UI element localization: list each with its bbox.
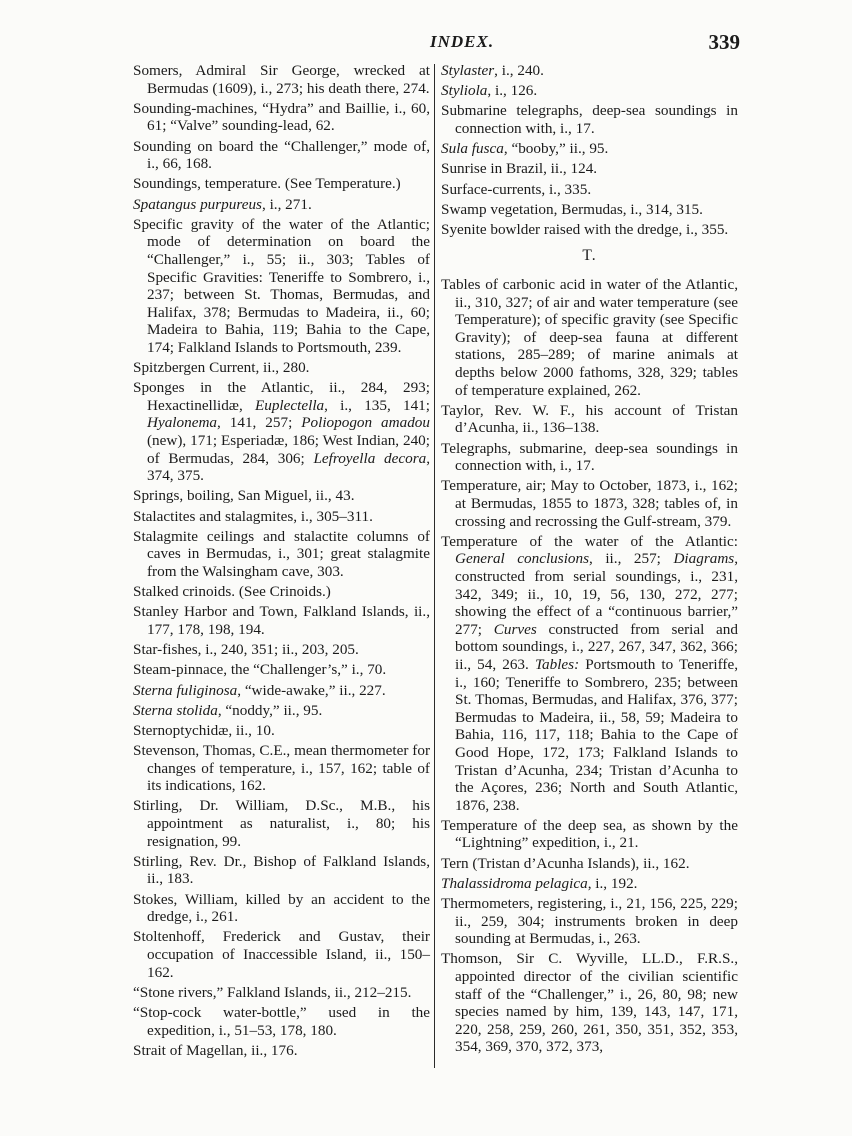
entry-text: Soundings, temperature. (See Temperature.): [133, 175, 401, 193]
running-title: INDEX.: [430, 32, 495, 51]
entry-text: Telegraphs, submarine, deep-sea soundings in connection with, i., 17.: [441, 439, 738, 475]
index-entry: [133, 487, 430, 505]
entry-text: Portsmouth to Teneriffe, i., 160; Teneriffe to Sombrero, 235; between St. Thomas, Bermudas, and Halifax, 376, 377; Bermudas to Madeira, ii., 58, 59; Madeira to Bahia, 116, 117, 118; Bahia to the Cape of Good Hope, 172, 173; Falkland Islands to Tristan d’Acunha, 234; Tristan d’Acunha to the Açores, 236; North and South Atlantic, 1876, 238.: [455, 655, 738, 814]
index-entry: [133, 702, 430, 720]
entry-text: Strait of Magellan, ii., 176.: [133, 1041, 298, 1059]
index-entry: [133, 1042, 430, 1060]
index-entry: [133, 797, 430, 850]
entry-text: Sounding on board the “Challenger,” mode of, i., 66, 168.: [133, 137, 430, 173]
s-entries: [441, 62, 738, 239]
entry-text: Stoltenhoff, Frederick and Gustav, their occupation of Inaccessible Island, ii., 150–162.: [133, 928, 430, 981]
index-entry: [441, 221, 738, 239]
index-entry: [133, 175, 430, 193]
entry-text-italic: Styliola: [441, 82, 488, 100]
index-entry: [441, 855, 738, 873]
entry-text-italic: Curves: [493, 620, 537, 638]
entry-text-italic: Sterna stolida: [133, 701, 218, 719]
index-entry: [133, 62, 430, 97]
index-entry: [441, 140, 738, 158]
section-letter-t: T.: [582, 246, 597, 264]
entry-text: “Stop-cock water-bottle,” used in the expedition, i., 51–53, 178, 180.: [133, 1003, 430, 1039]
index-entry: [133, 742, 430, 795]
entry-text: Stevenson, Thomas, C.E., mean thermometer for changes of temperature, i., 157, 162; table of its indications, 162.: [133, 742, 430, 795]
entry-text: , i., 240.: [494, 62, 544, 79]
entry-text: Temperature of the water of the Atlantic:: [441, 532, 738, 550]
entry-text: Thomson, Sir C. Wyville, LL.D., F.R.S., appointed director of the civilian scientific staff of the “Challenger,” i., 26, 80, 98; new species named by him, 139, 143, 147, 171, 220, 258, 259, 260, 261, 350, 351, 352, 353, 354, 369, 370, 372, 373,: [441, 950, 738, 1056]
index-entry: [441, 950, 738, 1056]
index-entry: [133, 528, 430, 581]
index-entry: [441, 875, 738, 893]
index-entry: [441, 102, 738, 137]
entry-text: “Stone rivers,” Falkland Islands, ii., 212–215.: [133, 983, 412, 1001]
entry-text: Submarine telegraphs, deep-sea soundings in connection with, i., 17.: [441, 102, 738, 137]
left-column: [133, 62, 430, 1062]
entry-text: , i., 271.: [261, 195, 312, 213]
entry-text-italic: Euplectella: [254, 396, 325, 414]
entry-text: , 141, 257;: [217, 414, 302, 432]
index-entry: [441, 160, 738, 178]
page-number: 339: [708, 30, 740, 54]
entry-text-italic: Diagrams: [673, 550, 735, 568]
index-entry: [133, 984, 430, 1002]
index-entry: [133, 508, 430, 526]
entry-text: , constructed from serial soundings, i., 231, 342, 349; ii., 10, 19, 56, 130, 272, 277; showing the effect of a “continuous barrier,” 277;: [455, 550, 738, 638]
entry-text: , i., 192.: [587, 874, 638, 892]
index-entry: [441, 402, 738, 437]
entry-text: Steam-pinnace, the “Challenger’s,” i., 70.: [133, 661, 387, 679]
index-entry: [133, 722, 430, 740]
index-entry: [441, 276, 738, 399]
index-entry: [133, 1004, 430, 1039]
entry-text: , i., 135, 141;: [324, 396, 430, 414]
entry-text: , i., 126.: [487, 82, 538, 100]
index-entry: [441, 895, 738, 948]
entry-text: , “noddy,” ii., 95.: [217, 701, 323, 719]
entry-text-italic: Thalassidroma pelagica: [441, 874, 588, 892]
entry-text: Sunrise in Brazil, ii., 124.: [441, 160, 598, 178]
index-entry: [133, 196, 430, 214]
index-entry: [133, 661, 430, 679]
entry-text: Surface-currents, i., 335.: [441, 180, 592, 198]
index-entry: [133, 603, 430, 638]
index-entry: [441, 477, 738, 530]
entry-text: Somers, Admiral Sir George, wrecked at Bermudas (1609), i., 273; his death there, 274.: [133, 62, 430, 97]
entry-text: Spitzbergen Current, ii., 280.: [133, 359, 310, 377]
entry-text-italic: Tables:: [534, 655, 580, 673]
index-entry: [133, 216, 430, 357]
entry-text: , 374, 375.: [147, 449, 430, 485]
entry-text: Temperature of the deep sea, as shown by the “Lightning” expedition, i., 21.: [441, 816, 738, 852]
entry-text: Stanley Harbor and Town, Falkland Islands, ii., 177, 178, 198, 194.: [133, 603, 430, 638]
index-entry: [133, 379, 430, 485]
index-entry: [441, 817, 738, 852]
entry-text: Tern (Tristan d’Acunha Islands), ii., 162.: [441, 854, 690, 872]
index-entry: [133, 583, 430, 601]
index-entry: [441, 440, 738, 475]
entry-text: Syenite bowlder raised with the dredge, i., 355.: [441, 220, 729, 238]
entry-text-italic: Sula fusca: [441, 140, 504, 158]
entry-text: Sounding-machines, “Hydra” and Baillie, i., 60, 61; “Valve” sounding-lead, 62.: [133, 99, 430, 135]
index-entry: [441, 62, 738, 80]
column-divider: [434, 64, 435, 1068]
entry-text: Springs, boiling, San Miguel, ii., 43.: [133, 487, 355, 505]
entry-text-italic: Poliopogon amadou: [301, 414, 430, 432]
index-entry: [441, 82, 738, 100]
index-entry: [133, 359, 430, 377]
index-entry: [133, 138, 430, 173]
entry-text: Stokes, William, killed by an accident to the dredge, i., 261.: [133, 890, 430, 926]
entry-text: Stirling, Dr. William, D.Sc., M.B., his appointment as naturalist, i., 80; his resignation, 99.: [133, 797, 430, 850]
entry-text: Stalagmite ceilings and stalactite columns of caves in Bermudas, i., 301; great stalagmite from the Walsingham cave, 303.: [133, 527, 430, 580]
entry-text: Star-fishes, i., 240, 351; ii., 203, 205.: [133, 641, 359, 659]
entry-text: Stalactites and stalagmites, i., 305–311.: [133, 507, 373, 525]
index-entry: [133, 891, 430, 926]
index-entry: [133, 928, 430, 981]
entry-text: , ii., 257;: [589, 550, 674, 568]
entry-text-italic: Stylaster: [441, 62, 495, 79]
entry-text-italic: Spatangus purpureus: [133, 195, 262, 213]
entry-text: , “booby,” ii., 95.: [503, 140, 609, 158]
entry-text: Taylor, Rev. W. F., his account of Tristan d’Acunha, ii., 136–138.: [441, 401, 738, 437]
t-entries: [441, 276, 738, 1056]
entry-text: Tables of carbonic acid in water of the Atlantic, ii., 310, 327; of air and water temperature (see Temperature); of specific gravity (see Specific Gravity); of deep-sea fauna at different stations, 285–289; of marine animals at depths below 2000 fathoms, 328, 329; tables of temperature explained, 262.: [441, 276, 738, 399]
entry-text-italic: Hyalonema: [147, 414, 218, 432]
index-entry: [133, 853, 430, 888]
index-entry: [133, 641, 430, 659]
entry-text: Stalked crinoids. (See Crinoids.): [133, 583, 331, 601]
right-column: [441, 62, 738, 1059]
entry-text: Sponges in the Atlantic, ii., 284, 293; Hexactinellidæ,: [133, 379, 430, 414]
entry-text: Stirling, Rev. Dr., Bishop of Falkland Islands, ii., 183.: [133, 852, 430, 888]
entry-text-italic: Lefroyella decora: [313, 449, 427, 467]
entry-text-italic: Sterna fuliginosa: [133, 681, 238, 699]
entry-text: constructed from serial and bottom soundings, i., 227, 267, 347, 362, 366; ii., 54, 263.: [455, 620, 738, 673]
index-entry: [441, 181, 738, 199]
page-header: [430, 32, 740, 62]
entry-text: (new), 171; Esperiadæ, 186; West Indian, 240; of Bermudas, 284, 306;: [147, 432, 430, 467]
entry-text: Swamp vegetation, Bermudas, i., 314, 315.: [441, 200, 703, 218]
entry-text: , “wide-awake,” ii., 227.: [237, 681, 386, 699]
entry-text: Sternoptychidæ, ii., 10.: [133, 721, 275, 739]
entry-text: Specific gravity of the water of the Atlantic; mode of determination on board the “Challenger,” i., 55; ii., 303; Tables of Specific Gravities: Teneriffe to Sombrero, i., 237; between St. Thomas, Bermudas, and Halifax, 378; Bermudas to Madeira, ii., 60; Madeira to Bahia, 119; Bahia to the Cape, 174; Falkland Islands to Portsmouth, 239.: [133, 215, 430, 356]
index-entry: [441, 201, 738, 219]
index-entry: [133, 682, 430, 700]
entry-text-italic: General conclusions: [455, 550, 590, 568]
entry-text: Temperature, air; May to October, 1873, i., 162; at Bermudas, 1855 to 1873, 328; tables of, in crossing and recrossing the Gulf-stream, 379.: [441, 477, 738, 530]
entry-text: Thermometers, registering, i., 21, 156, 225, 229; ii., 259, 304; instruments broken in deep sounding at Bermudas, i., 263.: [441, 895, 738, 948]
index-entry: [133, 100, 430, 135]
index-entry: [441, 533, 738, 815]
